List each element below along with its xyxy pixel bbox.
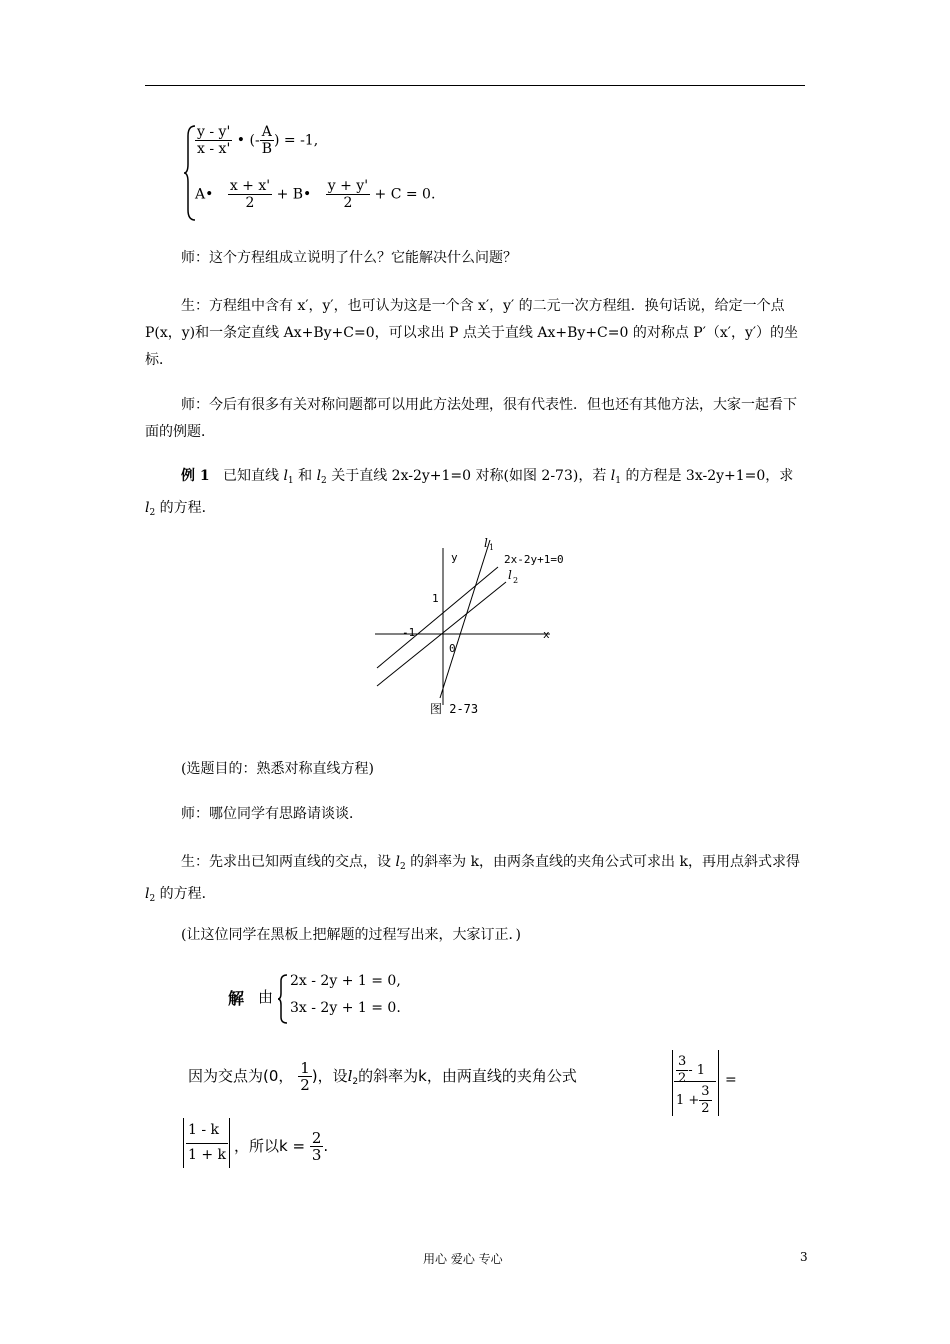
big-fraction-denominator: 1 + $\frac{3}{2}$ [676,1084,710,1116]
solution-line-2: 因为交点为(0， $\frac{1}{2}$ )，设$l_2$的斜率为k，由两直线的夹角公式 [188,1059,577,1094]
l1-label: l [484,536,488,550]
mid-line-label: 2x-2y+1=0 [504,553,564,566]
paragraph-teacher-ask: 师：哪位同学有思路请谈谈． [181,806,363,822]
abs-bar-left-2 [183,1118,184,1168]
line-l1 [440,540,490,698]
tick-minus-1: -1 [402,626,416,639]
figure-caption: 图 2-73 [430,702,479,716]
big-fraction-bar [674,1081,716,1082]
line-mid [377,567,498,668]
l2-sub: 2 [513,576,519,585]
l2-label: l [508,568,512,582]
tick-1: 1 [432,592,439,605]
left-brace-icon [277,973,289,1025]
k-numerator: 1 - k [188,1122,220,1138]
equation-row-1: $\frac{y - y'}{x - x'}$ • (- $\frac{A}{B}$ ) = -1, [197,124,319,157]
paragraph-teacher-question: 师：这个方程组成立说明了什么？它能解决什么问题？ [181,250,517,266]
paragraph-purpose: (选题目的：熟悉对称直线方程) [181,761,374,777]
paragraph-student-idea: 生：先求出已知两直线的交点，设 $l_2$ 的斜率为 k，由两条直线的夹角公式可求出 k，再用点斜式求得 $l_2$ 的方程． [145,854,800,904]
header-rule [145,85,805,86]
equals-sign: = [725,1072,737,1088]
y-axis-label: y [451,551,458,564]
abs-bar-right [718,1050,719,1116]
paragraph-blackboard: (让这位同学在黑板上把解题的过程写出来，大家订正．) [181,927,521,943]
origin-label: 0 [449,642,456,655]
l1-sub: 1 [489,543,495,552]
solution-eq2: 3x - 2y + 1 = 0. [290,1000,401,1016]
x-axis-label: x [543,628,550,641]
equation-row-2: A• $\frac{x + x'}{2}$ + B• $\frac{y + y'}{2}$ + C = 0. [195,178,436,211]
footer-motto: 用心 爱心 专心 [423,1252,503,1266]
paragraph-student-answer: 生：方程组中含有 x′，y′，也可认为这是一个含 x′，y′ 的二元一次方程组．换句话说，给定一个点 P(x，y)和一条定直线 Ax+By+C=0，可以求出 P 点关于直线 Ax+By+C=0 的对称点 P′（x′，y′）的坐标． [145,298,799,368]
paragraph-teacher-remark: 师：今后有很多有关对称问题都可以用此方法处理，很有代表性．但也还有其他方法，大家一起看下面的例题． [145,397,797,440]
k-result: ，所以k = $\frac{2}{3}$ . [234,1129,329,1164]
solution-by: 由 [258,988,274,1006]
abs-bar-right-2 [229,1118,230,1168]
k-fraction-bar [186,1143,228,1144]
example-1: 例 1 已知直线 $l_1$ 和 $l_2$ 关于直线 2x-2y+1=0 对称(如图 2-73)，若 $l_1$ 的方程是 3x-2y+1=0，求 $l_2$ 的方程． [145,468,794,518]
solution-eq1: 2x - 2y + 1 = 0, [290,973,401,989]
k-denominator: 1 + k [188,1147,227,1163]
page-number: 3 [800,1250,808,1264]
abs-bar-left [672,1050,673,1116]
solution-label: 解 [228,989,245,1008]
big-fraction-numerator: $\frac{3}{2}$ - 1 [678,1054,706,1086]
figure-2-73 [370,530,570,725]
